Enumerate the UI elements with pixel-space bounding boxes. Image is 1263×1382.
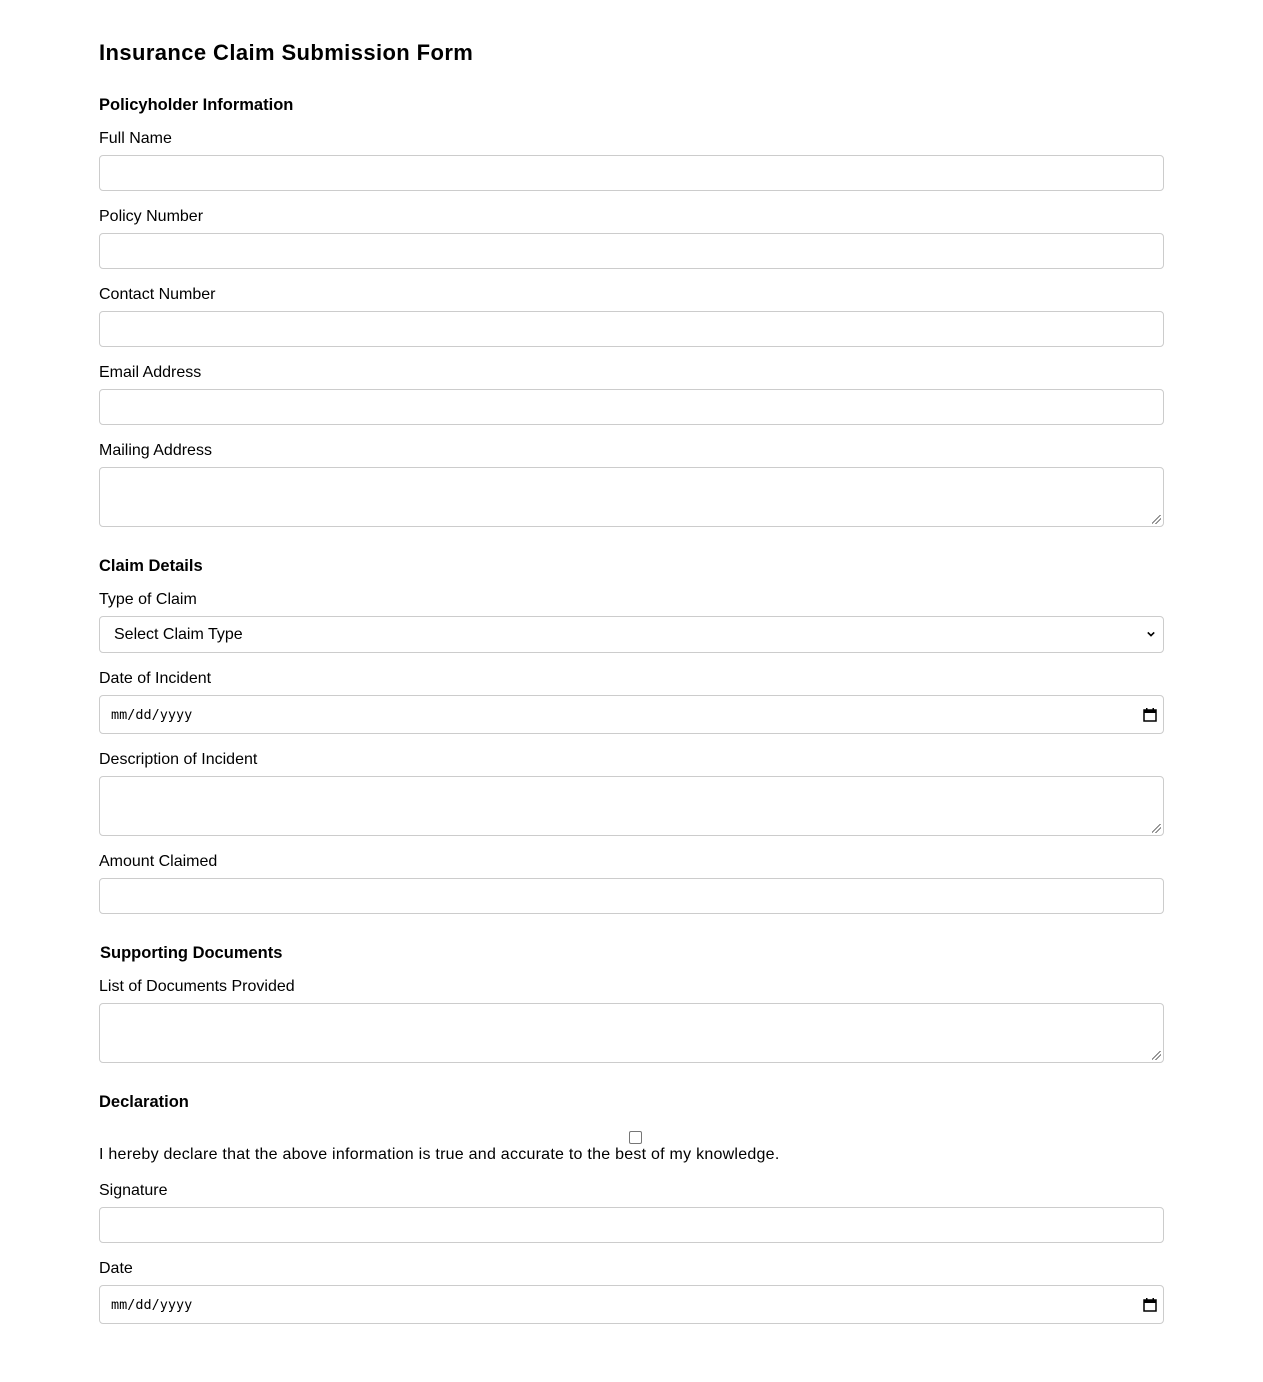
resize-grip-icon[interactable] — [1152, 515, 1161, 524]
mailing-address-textarea[interactable] — [99, 467, 1164, 527]
claim-type-selected: Select Claim Type — [114, 625, 243, 643]
declaration-date-placeholder: mm/dd/yyyy — [111, 1296, 193, 1313]
documents-list-textarea[interactable] — [99, 1003, 1164, 1063]
section-title-claim-details: Claim Details — [99, 557, 203, 575]
full-name-label: Full Name — [99, 130, 172, 147]
email-input[interactable] — [99, 389, 1164, 425]
incident-date-input[interactable] — [99, 695, 1164, 734]
description-label: Description of Incident — [99, 751, 258, 768]
amount-claimed-label: Amount Claimed — [99, 853, 218, 870]
signature-label: Signature — [99, 1182, 168, 1199]
resize-grip-icon[interactable] — [1152, 824, 1161, 833]
declaration-date-input[interactable] — [99, 1285, 1164, 1324]
chevron-down-icon — [1147, 630, 1155, 638]
full-name-input[interactable] — [99, 155, 1164, 191]
mailing-address-label: Mailing Address — [99, 442, 212, 459]
contact-number-label: Contact Number — [99, 286, 216, 303]
policy-number-input[interactable] — [99, 233, 1164, 269]
incident-date-placeholder: mm/dd/yyyy — [111, 706, 193, 723]
documents-list-label: List of Documents Provided — [99, 978, 295, 995]
email-label: Email Address — [99, 364, 202, 381]
date-label: Date — [99, 1260, 133, 1277]
policy-number-label: Policy Number — [99, 208, 204, 225]
claim-type-label: Type of Claim — [99, 591, 197, 608]
declaration-checkbox[interactable] — [629, 1131, 642, 1144]
claim-type-select[interactable] — [99, 616, 1164, 653]
contact-number-input[interactable] — [99, 311, 1164, 347]
section-title-declaration: Declaration — [99, 1093, 189, 1111]
declaration-text: I hereby declare that the above information is true and accurate to the best of my knowledge. — [99, 1146, 780, 1163]
page-title: Insurance Claim Submission Form — [99, 40, 474, 65]
description-textarea[interactable] — [99, 776, 1164, 836]
section-title-supporting-documents: Supporting Documents — [100, 944, 283, 962]
calendar-icon[interactable] — [1143, 1298, 1157, 1312]
section-title-policyholder: Policyholder Information — [99, 96, 294, 114]
calendar-icon[interactable] — [1143, 708, 1157, 722]
incident-date-label: Date of Incident — [99, 670, 212, 687]
amount-claimed-input[interactable] — [99, 878, 1164, 914]
resize-grip-icon[interactable] — [1152, 1051, 1161, 1060]
claim-form-page — [99, 0, 1164, 1313]
signature-input[interactable] — [99, 1207, 1164, 1243]
